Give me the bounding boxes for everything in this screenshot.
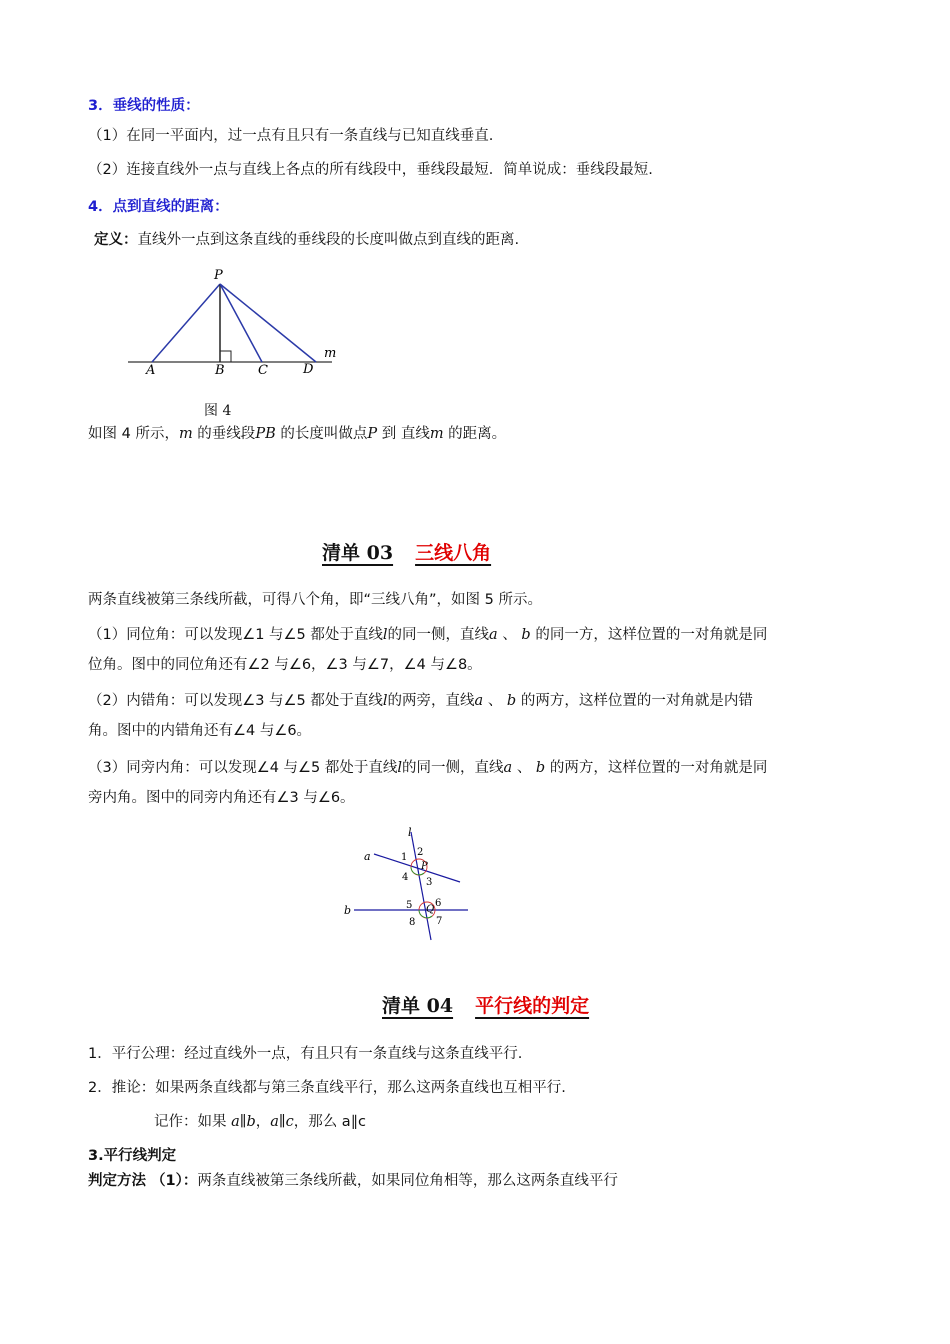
p1-var-l: l <box>382 627 388 643</box>
angle-label-7: 7 <box>436 916 443 927</box>
notation-a-parallel-b: a∥b <box>231 1114 256 1130</box>
notation-then: ，那么 a∥c <box>293 1114 366 1130</box>
p1-text-b: 的同一侧，直线 <box>387 627 490 643</box>
p2-text-c: 的两方，这样位置的一对角就是内错 <box>520 693 753 709</box>
angle-label-6: 6 <box>435 898 442 909</box>
section-3-heading: 3．垂线的性质： <box>88 98 200 114</box>
p3-text-b: 的同一侧，直线 <box>402 760 504 776</box>
figure-4-caption: 图 4 <box>204 403 232 419</box>
method-label: 判定方法 （1）： <box>88 1173 198 1189</box>
p2-text-d: 角。图中的内错角还有∠4 与∠6。 <box>88 723 312 739</box>
p1-var-b: b <box>521 627 531 643</box>
s03-paragraph-3 <box>88 753 878 813</box>
p3-var-l: l <box>397 760 403 776</box>
p3-sep: 、 <box>516 760 532 776</box>
angle-label-2: 2 <box>417 847 424 858</box>
s04-p3-heading: 3.平行线判定 <box>88 1148 177 1164</box>
label-C: C <box>258 363 268 378</box>
angle-label-8: 8 <box>409 917 416 928</box>
section-04-prefix: 清单 04 <box>382 995 454 1017</box>
label-l: l <box>408 826 412 839</box>
p2-text-a: （2）内错角：可以发现∠3 与∠5 都处于直线 <box>88 693 383 709</box>
section-4-heading: 4．点到直线的距离： <box>88 199 229 215</box>
section-04-title-text: 平行线的判定 <box>475 995 590 1017</box>
right-angle-mark <box>220 351 231 362</box>
s04-paragraph-1: 1．平行公理：经过直线外一点，有且只有一条直线与这条直线平行. <box>88 1046 523 1062</box>
angle-label-4: 4 <box>402 872 409 883</box>
p3-text-a: （3）同旁内角：可以发现∠4 与∠5 都处于直线 <box>88 760 398 776</box>
section-03-prefix: 清单 03 <box>322 542 394 564</box>
label-P: P <box>421 861 428 872</box>
line-a <box>374 854 460 882</box>
section-03-title <box>322 538 491 565</box>
label-A: A <box>146 363 156 378</box>
angle-label-3: 3 <box>426 877 433 888</box>
note-text-2: 的垂线段 <box>192 426 256 442</box>
notation-prefix: 记作：如果 <box>154 1114 232 1130</box>
segment-PC <box>220 284 262 362</box>
s3-paragraph-2: （2）连接直线外一点与直线上各点的所有线段中，垂线段最短．简单说成：垂线段最短. <box>88 162 653 178</box>
p1-var-a: a <box>489 627 498 643</box>
note-var-m: m <box>178 426 193 442</box>
s03-intro: 两条直线被第三条线所截，可得八个角，即“三线八角”，如图 5 所示。 <box>88 592 542 608</box>
s03-paragraph-2 <box>88 686 878 746</box>
p1-text-d: 位角。图中的同位角还有∠2 与∠6，∠3 与∠7，∠4 与∠8。 <box>88 657 482 673</box>
section-04-title <box>382 991 589 1018</box>
notation-comma: ， <box>255 1114 271 1130</box>
note-var-P: P <box>367 426 378 442</box>
segment-PD <box>220 284 316 362</box>
p3-text-d: 旁内角。图中的同旁内角还有∠3 与∠6。 <box>88 790 355 806</box>
label-m: m <box>324 346 337 361</box>
note-text-1: 如图 4 所示， <box>88 426 179 442</box>
label-b: b <box>344 904 352 917</box>
method-text: 两条直线被第三条线所截，如果同位角相等，那么这两条直线平行 <box>197 1173 618 1189</box>
note-text-4: 到 直线 <box>377 426 430 442</box>
segment-PA <box>152 284 220 362</box>
figure-4-diagram <box>120 264 350 384</box>
definition-text: 直线外一点到这条直线的垂线段的长度叫做点到直线的距离. <box>137 232 520 248</box>
p3-var-b: b <box>535 760 546 776</box>
angle-label-1: 1 <box>401 852 408 863</box>
p2-var-a: a <box>474 693 484 709</box>
label-Q: Q <box>426 904 435 915</box>
label-D: D <box>303 362 314 377</box>
p2-var-b: b <box>506 693 517 709</box>
section-03-title-text: 三线八角 <box>415 542 492 564</box>
definition <box>94 230 519 250</box>
p1-text-a: （1）同位角：可以发现∠1 与∠5 都处于直线 <box>88 627 383 643</box>
p2-sep: 、 <box>487 693 503 709</box>
s04-notation <box>154 1112 366 1132</box>
label-P: P <box>214 268 223 283</box>
label-B: B <box>215 363 225 378</box>
s04-paragraph-2: 2．推论：如果两条直线都与第三条直线平行，那么这两条直线也互相平行. <box>88 1080 566 1096</box>
notation-a-parallel-c: a∥c <box>270 1114 294 1130</box>
p1-text-c: 的同一方，这样位置的一对角就是同 <box>535 627 768 643</box>
s04-method-1 <box>88 1171 618 1191</box>
note-var-m2: m <box>429 426 444 442</box>
definition-label: 定义： <box>94 232 138 248</box>
note-text-3: 的长度叫做点 <box>275 426 368 442</box>
angle-label-5: 5 <box>406 900 413 911</box>
p1-sep: 、 <box>502 627 517 643</box>
s03-paragraph-1 <box>88 620 878 680</box>
p3-var-a: a <box>503 760 513 776</box>
figure-4-note <box>88 424 506 444</box>
p2-text-b: 的两旁，直线 <box>387 693 475 709</box>
p2-var-l: l <box>382 693 388 709</box>
figure-5-diagram <box>340 822 480 944</box>
note-text-5: 的距离。 <box>443 426 507 442</box>
p3-text-c: 的两方，这样位置的一对角就是同 <box>549 760 768 776</box>
s3-paragraph-1: （1）在同一平面内，过一点有且只有一条直线与已知直线垂直. <box>88 128 494 144</box>
note-var-PB: PB <box>255 426 276 442</box>
label-a: a <box>364 850 371 863</box>
